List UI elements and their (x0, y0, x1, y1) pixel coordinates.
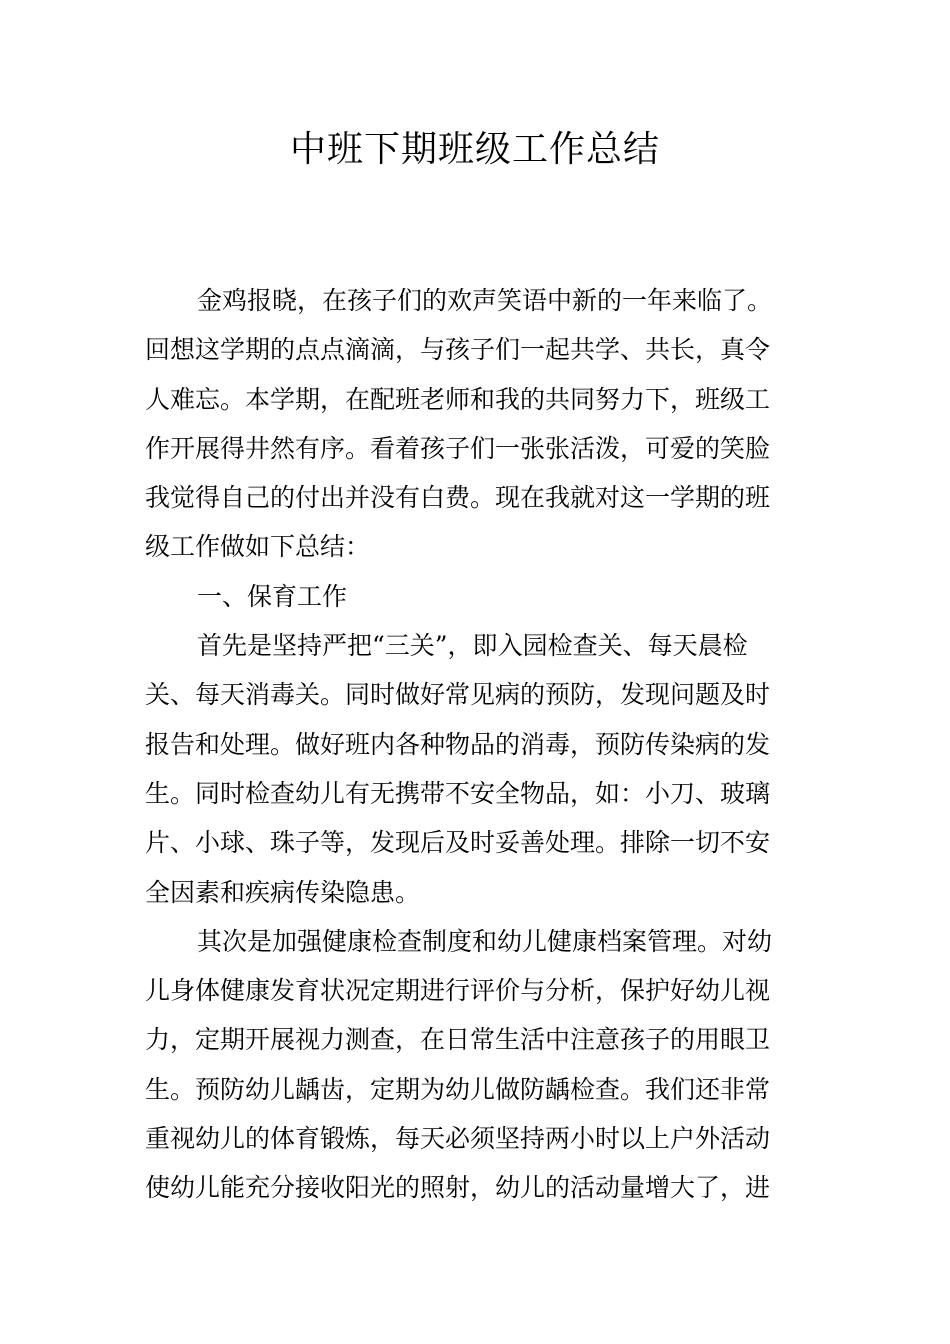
text-line: 重视幼儿的体育锻炼，每天必须坚持两小时以上户外活动 (145, 1124, 771, 1154)
text-line: 儿身体健康发育状况定期进行评价与分析，保护好幼儿视 (145, 976, 771, 1006)
section-heading: 一、保育工作 (197, 581, 348, 611)
text-line: 人难忘。本学期，在配班老师和我的共同努力下，班级工 (145, 384, 771, 414)
document-title: 中班下期班级工作总结 (289, 129, 660, 170)
text-line: 生。同时检查幼儿有无携带不安全物品，如：小刀、玻璃 (145, 778, 771, 808)
text-line: 金鸡报晓，在孩子们的欢声笑语中新的一年来临了。 (197, 286, 773, 315)
text-line: 生。预防幼儿龋齿，定期为幼儿做防龋检查。我们还非常 (145, 1074, 771, 1104)
text-line: 使幼儿能充分接收阳光的照射，幼儿的活动量增大了，进 (145, 1173, 771, 1203)
text-line: 回想这学期的点点滴滴，与孩子们一起共学、共长，真令 (145, 335, 771, 365)
text-line: 关、每天消毒关。同时做好常见病的预防，发现问题及时 (145, 680, 771, 710)
text-line: 报告和处理。做好班内各种物品的消毒，预防传染病的发 (145, 729, 771, 759)
text-line: 其次是加强健康检查制度和幼儿健康档案管理。对幼 (197, 926, 773, 956)
text-line: 全因素和疾病传染隐患。 (145, 877, 421, 907)
text-line: 力，定期开展视力测查，在日常生活中注意孩子的用眼卫 (145, 1025, 771, 1055)
text-line: 作开展得井然有序。看着孩子们一张张活泼，可爱的笑脸 (145, 433, 771, 463)
text-line: 我觉得自己的付出并没有白费。现在我就对这一学期的班 (145, 483, 771, 513)
text-line: 片、小球、珠子等，发现后及时妥善处理。排除一切不安 (145, 828, 771, 858)
document-body (145, 276, 807, 1213)
text-line: 首先是坚持严把“三关”，即入园检查关、每天晨检 (197, 631, 748, 661)
text-line: 级工作做如下总结： (145, 532, 371, 562)
